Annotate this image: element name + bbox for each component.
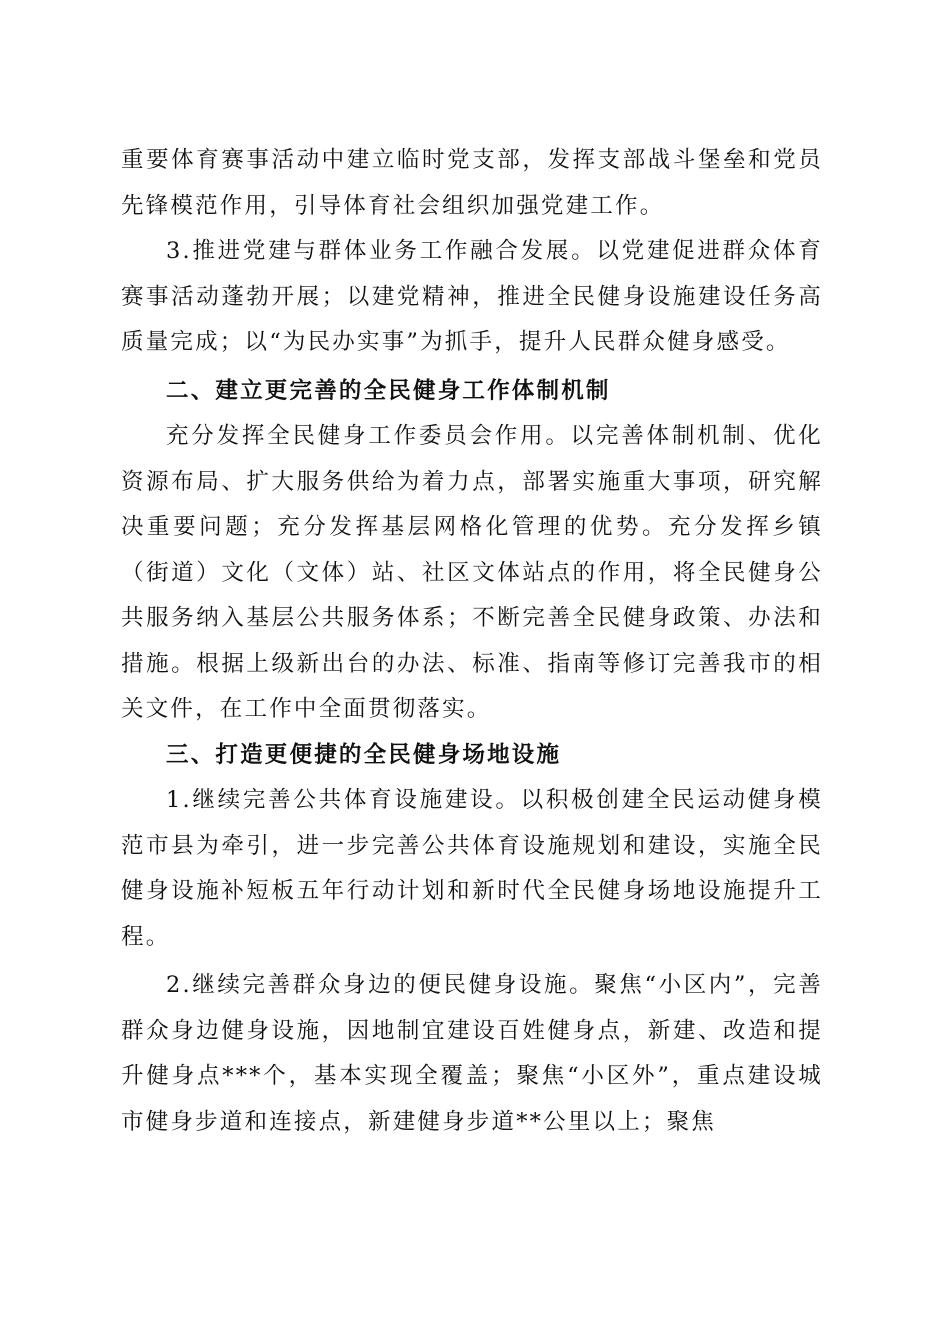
paragraph-fitness-committee: 充分发挥全民健身工作委员会作用。以完善体制机制、优化资源布局、扩大服务供给为着力点，部署实施重大事项，研究解决重要问题；充分发挥基层网格化管理的优势。充分发挥乡镇（街道）文化（文体）站、社区文体站点的作用，将全民健身公共服务纳入基层公共服务体系；不断完善全民健身政策、办法和措施。根据上级新出台的办法、标准、指南等修订完善我市的相关文件，在工作中全面贯彻落实。 bbox=[121, 423, 823, 722]
section-heading-2: 二、建立更完善的全民健身工作体制机制 bbox=[166, 377, 611, 404]
paragraph-party-branch: 重要体育赛事活动中建立临时党支部，发挥支部战斗堡垒和党员先锋模范作用，引导体育社会组织加强党建工作。 bbox=[121, 147, 823, 219]
paragraph-item-1: 1.继续完善公共体育设施建设。以积极创建全民运动健身模范市县为牵引，进一步完善公共体育设施规划和建设，实施全民健身设施补短板五年行动计划和新时代全民健身场地设施提升工程。 bbox=[121, 787, 823, 950]
paragraph-item-3: 3.推进党建与群体业务工作融合发展。以党建促进群众体育赛事活动蓬勃开展；以建党精神，推进全民健身设施建设任务高质量完成；以“为民办实事”为抓手，提升人民群众健身感受。 bbox=[121, 238, 823, 355]
section-heading-3: 三、打造更便捷的全民健身场地设施 bbox=[166, 741, 562, 768]
paragraph-item-2: 2.继续完善群众身边的便民健身设施。聚焦“小区内”，完善群众身边健身设施，因地制宜建设百姓健身点，新建、改造和提升健身点***个，基本实现全覆盖；聚焦“小区外”，重点建设城市健身步道和连接点，新建健身步道**公里以上；聚焦 bbox=[121, 972, 823, 1135]
document-body bbox=[121, 138, 823, 1145]
